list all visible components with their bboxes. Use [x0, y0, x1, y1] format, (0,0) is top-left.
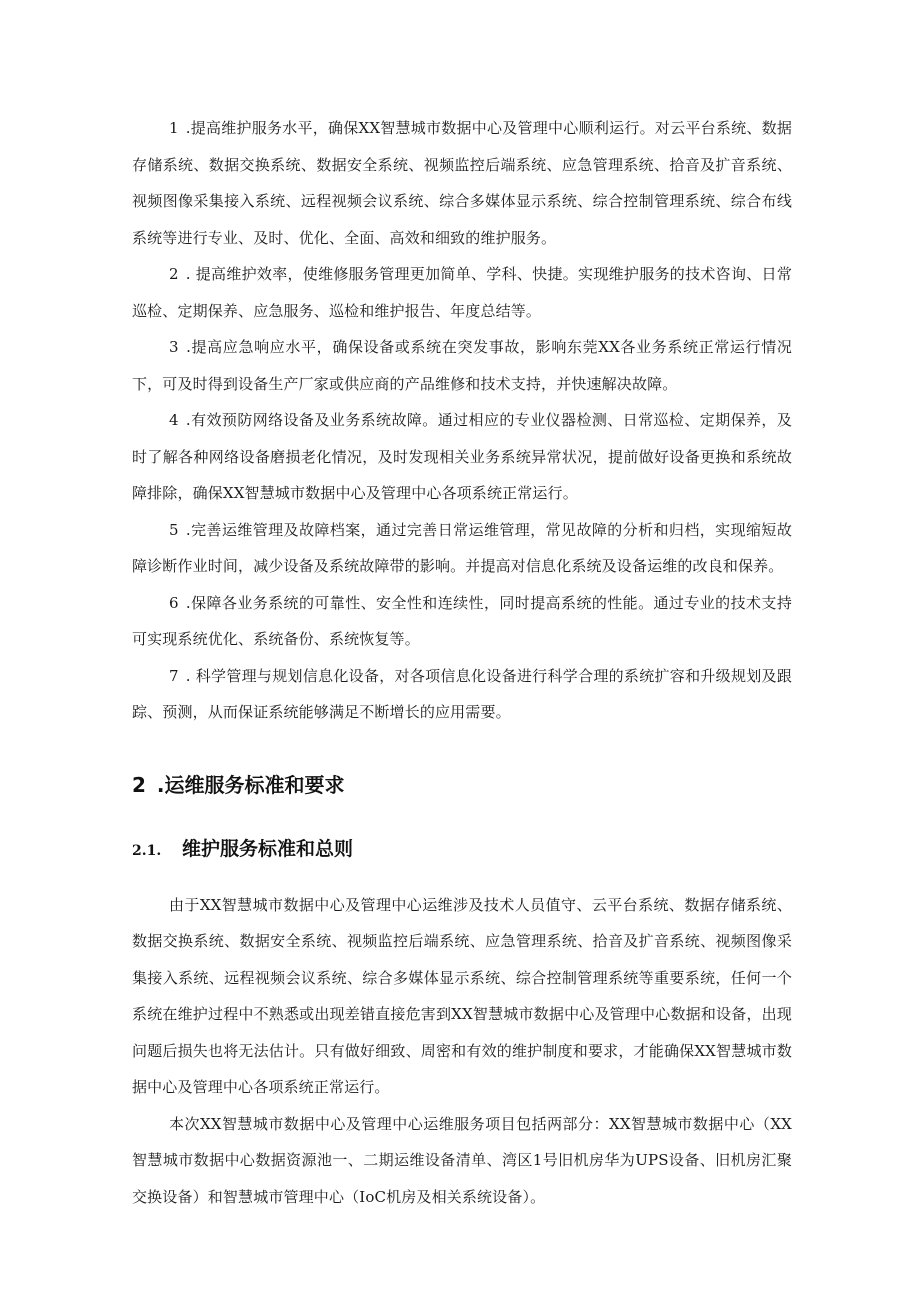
goal-item-1	[132, 110, 792, 256]
goal-text: .完善运维管理及故障档案，通过完善日常运维管理，常见故障的分析和归档，实现缩短故障诊断作业时间，减少设备及系统故障带的影响。并提高对信息化系统及设备运维的改良和保养。	[132, 520, 792, 575]
goal-item-3	[132, 329, 792, 402]
goal-item-7	[132, 658, 792, 731]
goal-number: 3	[169, 338, 179, 356]
goal-text: . 科学管理与规划信息化设备，对各项信息化设备进行科学合理的系统扩容和升级规划及跟踪、预测，从而保证系统能够满足不断增长的应用需要。	[132, 666, 792, 721]
section-title: .运维服务标准和要求	[149, 772, 345, 797]
section-heading-2	[132, 767, 792, 803]
goal-text: .保障各业务系统的可靠性、安全性和连续性，同时提高系统的性能。通过专业的技术支持可实现系统优化、系统备份、系统恢复等。	[132, 593, 792, 648]
body-paragraph-1: 由于XX智慧城市数据中心及管理中心运维涉及技术人员值守、云平台系统、数据存储系统、数据交换系统、数据安全系统、视频监控后端系统、应急管理系统、拾音及扩音系统、视频图像采集接入系统、远程视频会议系统、综合多媒体显示系统、综合控制管理系统等重要系统，任何一个系统在维护过程中不熟悉或出现差错直接危害到XX智慧城市数据中心及管理中心数据和设备，出现问题后损失也将无法估计。只有做好细致、周密和有效的维护制度和要求，才能确保XX智慧城市数据中心及管理中心各项系统正常运行。	[132, 895, 792, 1096]
goal-number: 7	[169, 666, 179, 685]
subsection-heading-2-1	[132, 831, 792, 869]
goal-number: 6	[169, 593, 179, 612]
goal-text: . 提高维护效率，使维修服务管理更加简单、学科、快捷。实现维护服务的技术咨询、日常巡检、定期保养、应急服务、巡检和维护报告、年度总结等。	[132, 265, 792, 320]
goal-text: .有效预防网络设备及业务系统故障。通过相应的专业仪器检测、日常巡检、定期保养，及时了解各种网络设备磨损老化情况，及时发现相关业务系统异常状况，提前做好设备更换和系统故障排除，确保XX智慧城市数据中心及管理中心各项系统正常运行。	[132, 411, 792, 502]
document-page	[132, 110, 792, 1215]
goal-number: 4	[169, 411, 179, 429]
section-number: 2	[132, 772, 146, 797]
goal-item-2	[132, 256, 792, 329]
goal-item-4	[132, 402, 792, 512]
goal-number: 1	[169, 119, 179, 137]
goal-item-6	[132, 585, 792, 658]
goal-text: .提高维护服务水平，确保XX智慧城市数据中心及管理中心顺利运行。对云平台系统、数据存储系统、数据交换系统、数据安全系统、视频监控后端系统、应急管理系统、拾音及扩音系统、视频图像采集接入系统、远程视频会议系统、综合多媒体显示系统、综合控制管理系统、综合布线系统等进行专业、及时、优化、全面、高效和细致的维护服务。	[132, 119, 792, 247]
subsection-number: 2.1.	[132, 842, 162, 859]
goal-number: 2	[169, 265, 179, 283]
goal-number: 5	[169, 520, 179, 539]
subsection-title: 维护服务标准和总则	[182, 837, 354, 860]
body-paragraph-2: 本次XX智慧城市数据中心及管理中心运维服务项目包括两部分：XX智慧城市数据中心（XX智慧城市数据中心数据资源池一、二期运维设备清单、湾区1号旧机房华为UPS设备、旧机房汇聚交换设备）和智慧城市管理中心（IoC机房及相关系统设备）。	[132, 1114, 792, 1206]
goal-item-5	[132, 512, 792, 585]
goal-text: .提高应急响应水平，确保设备或系统在突发事故，影响东莞XX各业务系统正常运行情况下，可及时得到设备生产厂家或供应商的产品维修和技术支持，并快速解决故障。	[132, 338, 792, 393]
